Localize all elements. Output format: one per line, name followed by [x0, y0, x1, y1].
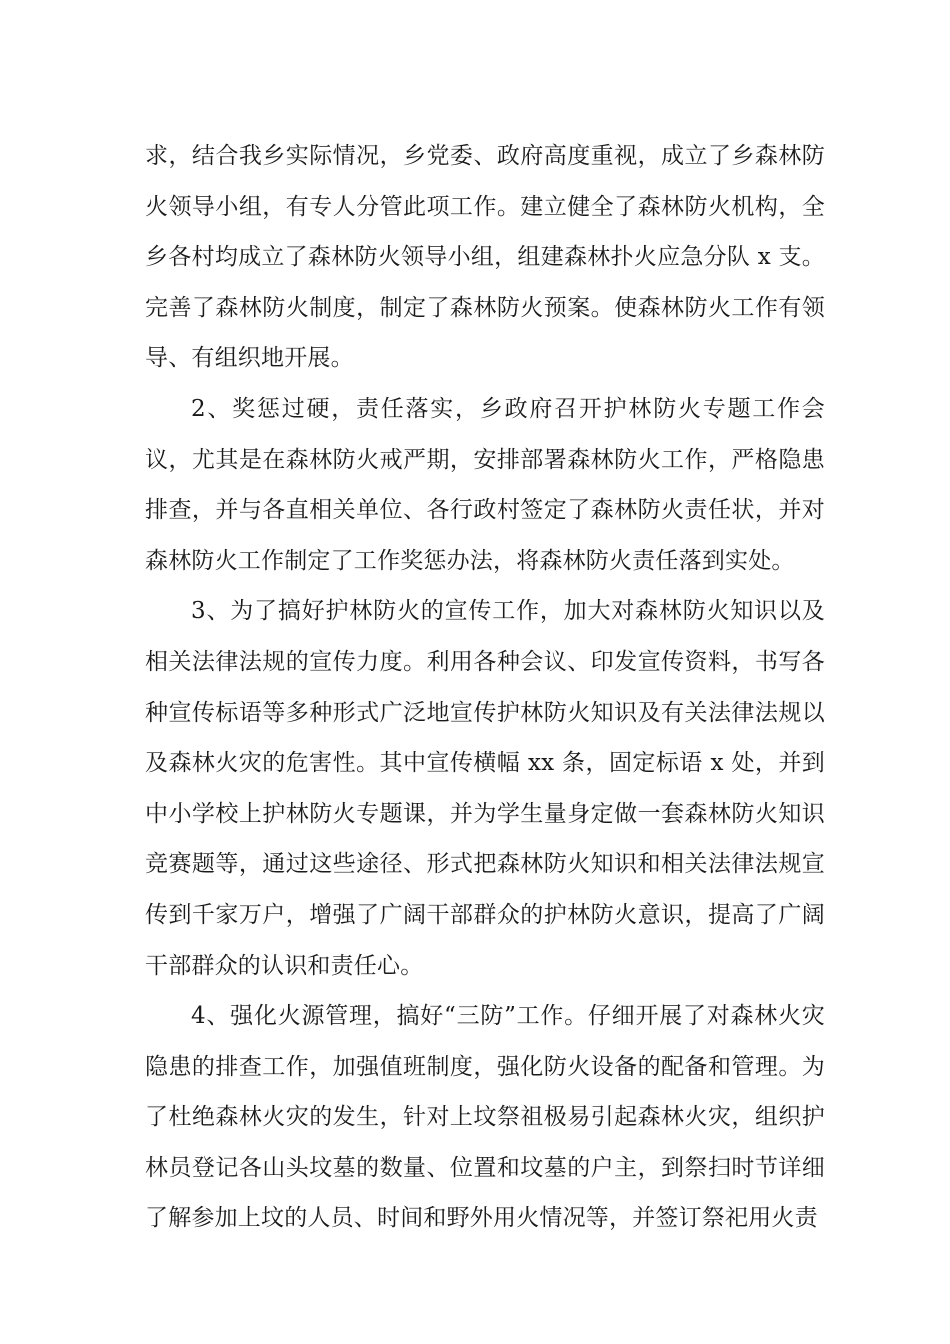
paragraph-item-3: 3、为了搞好护林防火的宣传工作，加大对森林防火知识以及相关法律法规的宣传力度。利用各种会议、印发宣传资料，书写各种宣传标语等多种形式广泛地宣传护林防火知识及有关法律法规以及森林火灾的危害性。其中宣传横幅 xx 条，固定标语 x 处，并到中小学校上护林防火专题课，并为学生量身定做一套森林防火知识竞赛题等，通过这些途径、形式把森林防火知识和相关法律法规宣传到千家万户，增强了广阔干部群众的护林防火意识，提高了广阔干部群众的认识和责任心。: [145, 598, 825, 979]
paragraph-item-4: 4、强化火源管理，搞好“三防”工作。仔细开展了对森林火灾隐患的排查工作，加强值班制度，强化防火设备的配备和管理。为了杜绝森林火灾的发生，针对上坟祭祖极易引起森林火灾，组织护林员登记各山头坟墓的数量、位置和坟墓的户主，到祭扫时节详细了解参加上坟的人员、时间和野外用火情况等，并签订祭祀用火责: [145, 1003, 825, 1232]
paragraph-continuation: 求，结合我乡实际情况，乡党委、政府高度重视，成立了乡森林防火领导小组，有专人分管此项工作。建立健全了森林防火机构，全乡各村均成立了森林防火领导小组，组建森林扑火应急分队 x 支。完善了森林防火制度，制定了森林防火预案。使森林防火工作有领导、有组织地开展。: [145, 143, 825, 372]
paragraph-item-2: 2、奖惩过硬，责任落实，乡政府召开护林防火专题工作会议，尤其是在森林防火戒严期，安排部署森林防火工作，严格隐患排查，并与各直相关单位、各行政村签定了森林防火责任状，并对森林防火工作制定了工作奖惩办法，将森林防火责任落到实处。: [145, 395, 825, 574]
document-body: [145, 131, 825, 1244]
